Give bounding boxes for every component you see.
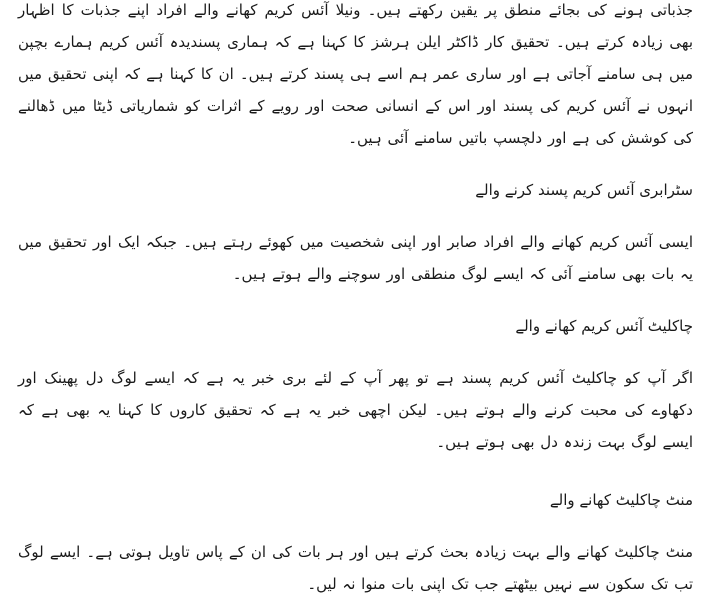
paragraph-spacer	[0, 516, 711, 536]
paragraph-spacer	[0, 290, 711, 310]
section-paragraph-mint-chocolate: منٹ چاکلیٹ کھانے والے بہت زیادہ بحث کرتے ہیں اور ہر بات کی ان کے پاس تاویل ہوتی ہے۔ ایسے لوگ تب تک سکون سے نہیں بیٹھتے جب تک اپنی بات منوا نہ لیں۔	[18, 543, 693, 593]
section-heading-strawberry: سٹرابری آئس کریم پسند کرنے والے	[475, 181, 693, 199]
paragraph-spacer	[0, 206, 711, 226]
section-heading-mint-chocolate: منٹ چاکلیٹ کھانے والے	[549, 491, 693, 509]
paragraph-spacer	[0, 342, 711, 362]
intro-paragraph: جذباتی ہونے کی بجائے منطق پر یقین رکھتے ہیں۔ ونیلا آئس کریم کھانے والے افراد اپنے جذبات کا اظہار بھی زیادہ کرتے ہیں۔ تحقیق کار ڈاکٹر ایلن ہرشز کا کہنا ہے کہ ہماری پسندیدہ آئس کریم ہمارے بچپن میں ہی سامنے آجاتی ہے اور ساری عمر ہم اسے ہی پسند کرتے ہیں۔ ان کا کہنا ہے کہ اپنی تحقیق میں انہوں نے آئس کریم کی پسند اور اس کے انسانی صحت اور رویے کے اثرات کو شماریاتی ڈیٹا میں ڈھالنے کی کوشش کی ہے اور دلچسپ باتیں سامنے آئی ہیں۔	[18, 1, 693, 147]
paragraph-spacer	[0, 458, 711, 484]
section-paragraph-strawberry: ایسی آئس کریم کھانے والے افراد صابر اور اپنی شخصیت میں کھوئے رہتے ہیں۔ جبکہ ایک اور تحقیق میں یہ بات بھی سامنے آئی کہ ایسے لوگ منطقی اور سوچنے والے ہوتے ہیں۔	[18, 233, 693, 283]
paragraph-spacer	[0, 154, 711, 174]
section-paragraph-chocolate: اگر آپ کو چاکلیٹ آئس کریم پسند ہے تو پھر آپ کے لئے بری خبر یہ ہے کہ ایسے لوگ دل پھینک اور دکھاوے کی محبت کرنے والے ہوتے ہیں۔ لیکن اچھی خبر یہ ہے کہ تحقیق کاروں کا کہنا یہ بھی ہے کہ ایسے لوگ بہت زندہ دل بھی ہوتے ہیں۔	[18, 369, 693, 451]
section-heading-chocolate: چاکلیٹ آئس کریم کھانے والے	[515, 317, 693, 335]
